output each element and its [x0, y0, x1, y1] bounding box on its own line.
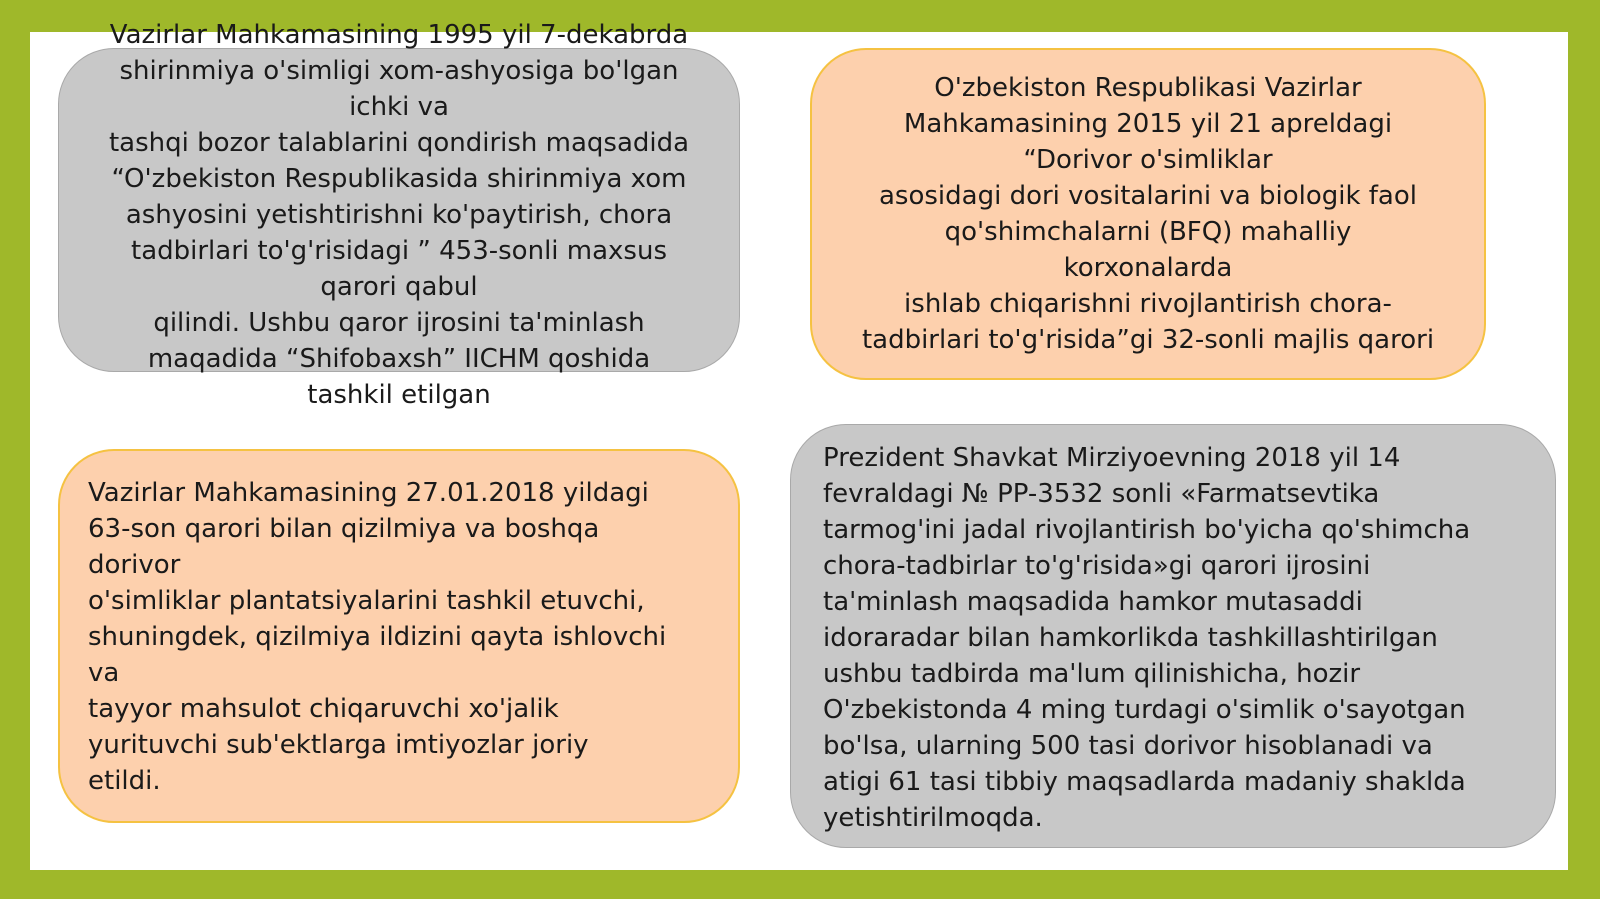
info-text-bottom-left: Vazirlar Mahkamasining 27.01.2018 yildagi 63-son qarori bilan qizilmiya va boshqa dorivor o'simliklar plantatsiyalarini tashkil etuvchi, shuningdek, qizilmiya ildizini qayta ishlovchi va tayyor mahsulot chiqaruvchi xo'jalik yurituvchi sub'ektlarga imtiyozlar joriy etildi.	[88, 478, 667, 796]
info-text-top-right: O'zbekiston Respublikasi Vazirlar Mahkamasining 2015 yil 21 apreldagi “Dorivor o'simliklar asosidagi dori vositalarini va biologik faol qo'shimchalarni (BFQ) mahalliy korxonalarda ishlab chiqarishni rivojlantirish chora- tadbirlari to'g'risida”gi 32-sonli majlis qarori	[861, 73, 1435, 355]
info-text-bottom-right: Prezident Shavkat Mirziyoevning 2018 yil 14 fevraldagi № PP-3532 sonli «Farmatsevtika tarmog'ini jadal rivojlantirish bo'yicha qo'shimcha chora-tadbirlar to'g'risida»gi qarori ijrosini ta'minlash maqsadida hamkor mutasaddi idoraradar bilan hamkorlikda tashkillashtirilgan ushbu tadbirda ma'lum qilinishicha, hozir O'zbekistonda 4 ming turdagi o'simlik o'sayotgan bo'lsa, ularning 500 tasi dorivor hisoblanadi va atigi 61 tasi tibbiy maqsadlarda madaniy shaklda yetishtirilmoqda.	[823, 443, 1471, 833]
info-text-top-left: Vazirlar Mahkamasining 1995 yil 7-dekabrda shirinmiya o'simligi xom-ashyosiga bo'lgan ichki va tashqi bozor talablarini qondirish maqsadida “O'zbekiston Respublikasida shirinmiya xom ashyosini yetishtirishni ko'paytirish, chora tadbirlari to'g'risidagi ” 453-sonli maxsus qarori qabul qilindi. Ushbu qaror ijrosini ta'minlash maqadida “Shifobaxsh” IICHM qoshida tashkil etilgan	[108, 20, 690, 410]
